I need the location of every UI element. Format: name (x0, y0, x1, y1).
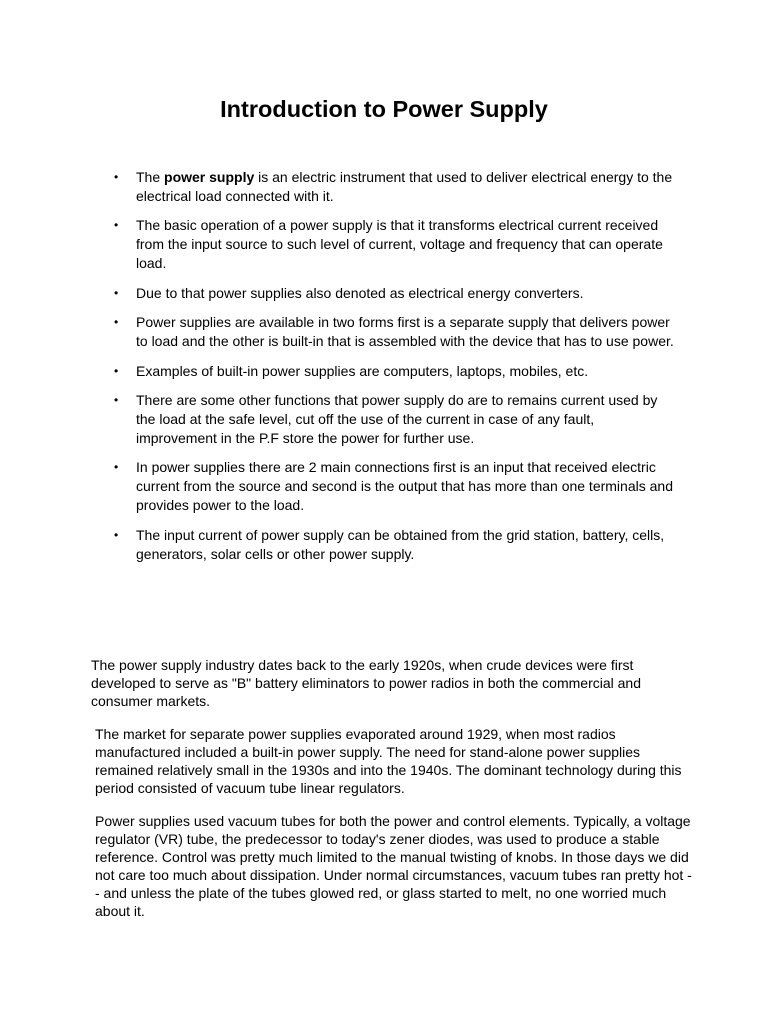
page-title: Introduction to Power Supply (220, 96, 548, 122)
bullet-item (111, 284, 676, 303)
paragraph-history-1929: The market for separate power supplies evaporated around 1929, when most radios manufactured included a built-in power supply. The need for stand-alone power supplies remained relatively small in the 1930s and into the 1940s. The dominant technology during this period consisted of vacuum tube linear regulators. (95, 726, 682, 796)
bullet-dot: • (114, 218, 119, 233)
bullet-dot: • (114, 392, 119, 407)
bullet-item (111, 458, 676, 515)
bullet-text: Due to that power supplies also denoted as electrical energy converters. (136, 284, 584, 301)
bullet-item (111, 168, 676, 206)
bullet-text: The basic operation of a power supply is that it transforms electrical current received from the input source to such level of current, voltage and frequency that can operate load. (136, 217, 663, 272)
bullet-dot: • (114, 285, 119, 300)
bullet-dot: • (114, 460, 119, 475)
bullet-emphasis: power supply (164, 169, 255, 185)
bullet-item (111, 526, 676, 564)
bullet-dot: • (114, 315, 119, 330)
bullet-text: There are some other functions that power supply do are to remains current used by the load at the safe level, cut off the use of the current in case of any fault, improvement in the P.F store the power for further use. (136, 391, 658, 446)
bullet-list (111, 168, 676, 574)
paragraph-history-1920s: The power supply industry dates back to the early 1920s, when crude devices were first developed to serve as "B" battery eliminators to power radios in both the commercial and consumer markets. (91, 657, 641, 709)
bullet-dot: • (114, 363, 119, 378)
bullet-item (111, 216, 676, 273)
bullet-prefix: The (136, 169, 165, 185)
bullet-item (111, 362, 676, 381)
paragraph-vacuum-tubes: Power supplies used vacuum tubes for both the power and control elements. Typically, a voltage regulator (VR) tube, the predecessor to today's zener diodes, was used to produce a stable reference. Control was pretty much limited to the manual twisting of knobs. In those days we did not care too much about dissipation. Under normal circumstances, vacuum tubes ran pretty hot -- and unless the plate of the tubes glowed red, or glass started to melt, no one worried much about it. (95, 813, 692, 919)
bullet-text: In power supplies there are 2 main connections first is an input that received electric current from the source and second is the output that has more than one terminals and provides power to the load. (136, 459, 673, 514)
bullet-dot: • (114, 527, 119, 542)
bullet-text: is an electric instrument that used to deliver electrical energy to the electrical load connected with it. (136, 169, 673, 204)
bullet-dot: • (114, 170, 119, 184)
bullet-text: Power supplies are available in two forms first is a separate supply that delivers power to load and the other is built-in that is assembled with the device that has to use power. (136, 314, 674, 350)
bullet-text: The input current of power supply can be obtained from the grid station, battery, cells, generators, solar cells or other power supply. (136, 526, 665, 562)
bullet-text: Examples of built-in power supplies are computers, laptops, mobiles, etc. (136, 362, 589, 379)
bullet-item (111, 313, 676, 351)
bullet-item (111, 391, 676, 448)
